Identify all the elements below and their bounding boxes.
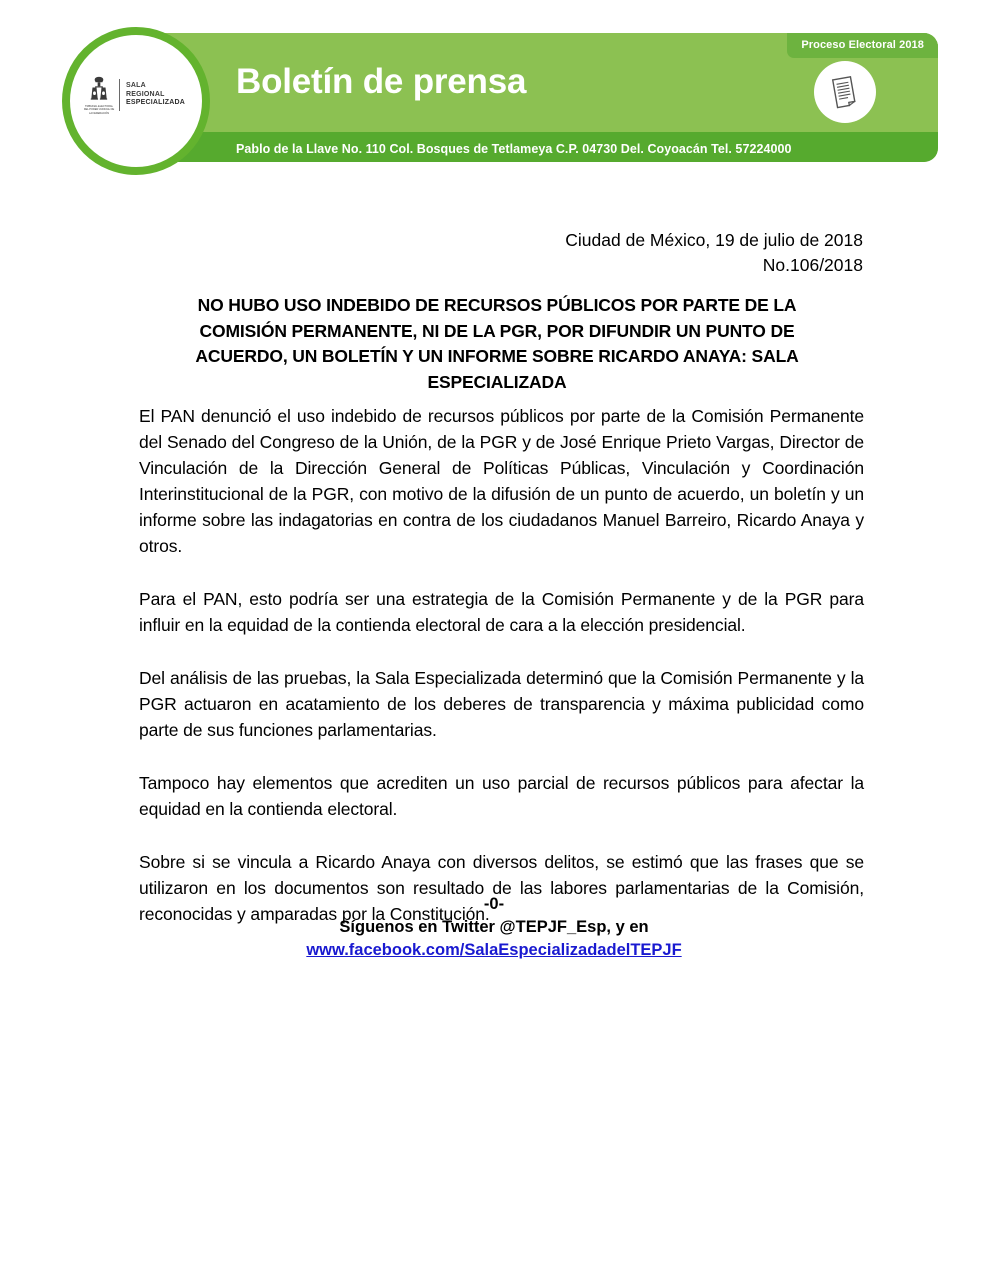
- document-icon: [825, 72, 865, 112]
- crest-caption: TRIBUNAL ELECTORAL DEL PODER JUDICIAL DE LA FEDERACIÓN: [83, 104, 115, 115]
- crest-glyph: [84, 75, 114, 104]
- place-and-date: Ciudad de México, 19 de julio de 2018: [565, 230, 863, 250]
- logo-line-especializada: ESPECIALIZADA: [126, 99, 185, 107]
- body-content: [139, 403, 864, 927]
- banner-address: Pablo de la Llave No. 110 Col. Bosques de Tetlameya C.P. 04730 Del. Coyoacán Tel. 57224000: [236, 142, 792, 156]
- header-banner: [128, 33, 938, 162]
- logo-inner: [83, 75, 185, 115]
- sala-regional-logo: [62, 27, 210, 175]
- paragraph: Tampoco hay elementos que acrediten un uso parcial de recursos públicos para afectar la equidad en la contienda electoral.: [139, 773, 864, 819]
- document-header: [0, 0, 988, 200]
- paragraph: Sobre si se vincula a Ricardo Anaya con diversos delitos, se estimó que las frases que se utilizaron en los documentos son resultado de las labores parlamentarias de la Comisión, reconocidas y amparadas por la Constitución.: [139, 852, 864, 924]
- document-meta: [565, 228, 863, 278]
- footer-follow-text: Síguenos en Twitter @TEPJF_Esp, y en: [339, 918, 649, 936]
- logo-wordmark: [126, 82, 185, 108]
- logo-divider: [119, 79, 120, 111]
- proceso-electoral-badge: Proceso Electoral 2018: [787, 33, 938, 58]
- page-title: NO HUBO USO INDEBIDO DE RECURSOS PÚBLICOS POR PARTE DE LA COMISIÓN PERMANENTE, NI DE LA PGR, POR DIFUNDIR UN PUNTO DE ACUERDO, UN BOLETÍN Y UN INFORME SOBRE RICARDO ANAYA: SALA ESPECIALIZADA: [195, 295, 799, 392]
- paragraph: El PAN denunció el uso indebido de recursos públicos por parte de la Comisión Permanente del Senado del Congreso de la Unión, de la PGR y de José Enrique Prieto Vargas, Director de Vinculación de la Dirección General de Políticas Públicas, Vinculación y Coordinación Interinstitucional de la PGR, con motivo de la difusión de un punto de acuerdo, un boletín y un informe sobre las indagatorias en contra de los ciudadanos Manuel Barreiro, Ricardo Anaya y otros.: [139, 406, 864, 556]
- document-icon-circle: [814, 61, 876, 123]
- paragraph: Del análisis de las pruebas, la Sala Especializada determinó que la Comisión Permanente y la PGR actuaron en acatamiento de los deberes de transparencia y máxima publicidad como parte de sus funciones parlamentarias.: [139, 668, 864, 740]
- facebook-link[interactable]: www.facebook.com/SalaEspecializadadelTEPJF: [306, 941, 682, 959]
- paragraph: Para el PAN, esto podría ser una estrategia de la Comisión Permanente y de la PGR para influir en la equidad de la contienda electoral de cara a la elección presidencial.: [139, 589, 864, 635]
- bulletin-number: No.106/2018: [762, 255, 863, 275]
- tepjf-crest-icon: [83, 75, 115, 115]
- footer-separator: -0-: [483, 895, 505, 913]
- document-footer: [0, 893, 988, 962]
- logo-line-sala: SALA: [126, 82, 146, 90]
- logo-line-regional: REGIONAL: [126, 90, 165, 98]
- banner-title: Boletín de prensa: [236, 62, 527, 101]
